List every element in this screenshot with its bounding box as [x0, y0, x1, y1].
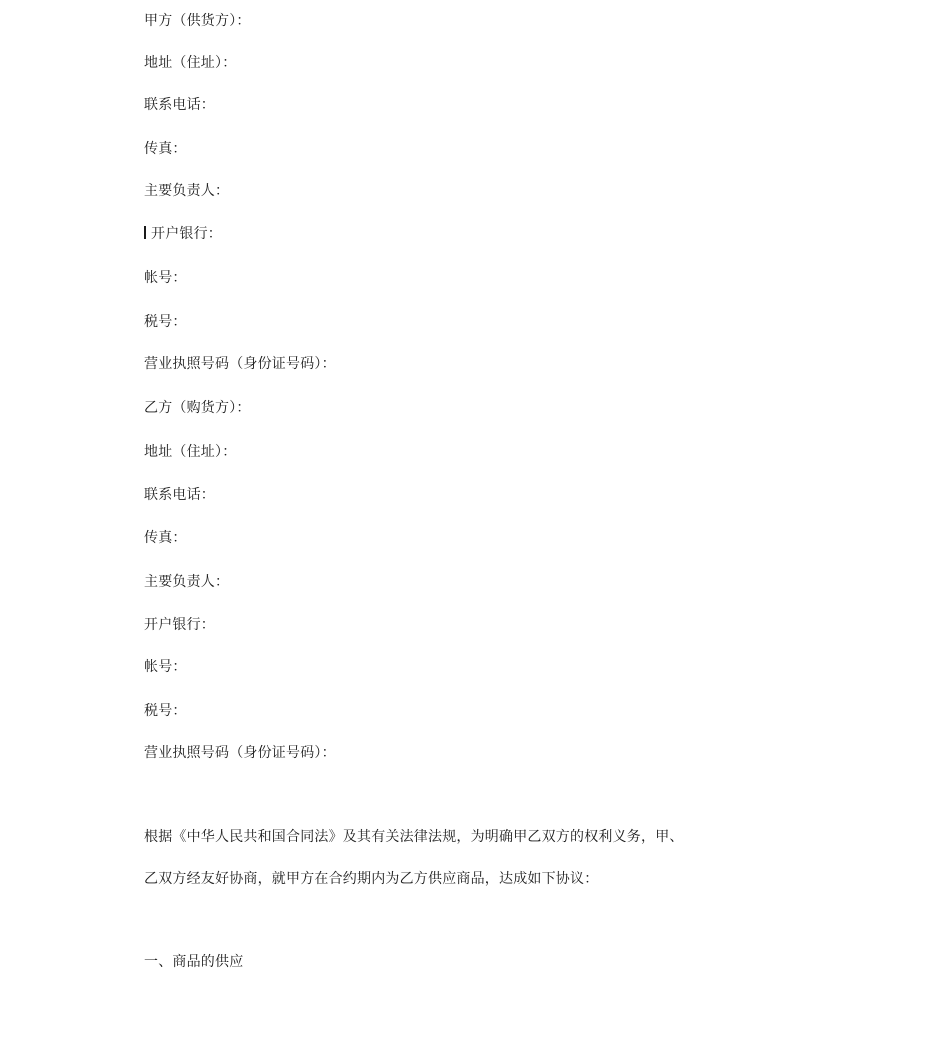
- party-b-address: 地址（住址）：: [144, 444, 237, 460]
- party-a-account: 帐号：: [144, 270, 187, 286]
- party-a-heading: 甲方（供货方）：: [144, 13, 251, 29]
- preamble-line-1: 根据《中华人民共和国合同法》及其有关法律法规，为明确甲乙双方的权利义务，甲、: [144, 829, 684, 845]
- party-a-tax-id: 税号：: [144, 314, 187, 330]
- party-a-address: 地址（住址）：: [144, 55, 237, 71]
- party-b-tax-id: 税号：: [144, 703, 187, 719]
- party-a-fax: 传真：: [144, 141, 187, 157]
- preamble-line-2: 乙双方经友好协商，就甲方在合约期内为乙方供应商品，达成如下协议：: [144, 871, 599, 887]
- party-a-bank: 开户银行：: [151, 226, 222, 242]
- party-b-fax: 传真：: [144, 530, 187, 546]
- section-heading-goods-supply: 一、商品的供应: [144, 954, 244, 970]
- party-a-phone: 联系电话：: [144, 97, 215, 113]
- party-b-bank: 开户银行：: [144, 617, 215, 633]
- party-a-bank-line: [144, 225, 222, 243]
- party-b-license: 营业执照号码（身份证号码）：: [144, 745, 336, 761]
- text-cursor-mark: [144, 226, 146, 239]
- party-a-license: 营业执照号码（身份证号码）：: [144, 356, 336, 372]
- party-b-heading: 乙方（购货方）：: [144, 400, 251, 416]
- party-b-principal: 主要负责人：: [144, 574, 230, 590]
- party-a-principal: 主要负责人：: [144, 183, 230, 199]
- party-b-account: 帐号：: [144, 659, 187, 675]
- party-b-phone: 联系电话：: [144, 487, 215, 503]
